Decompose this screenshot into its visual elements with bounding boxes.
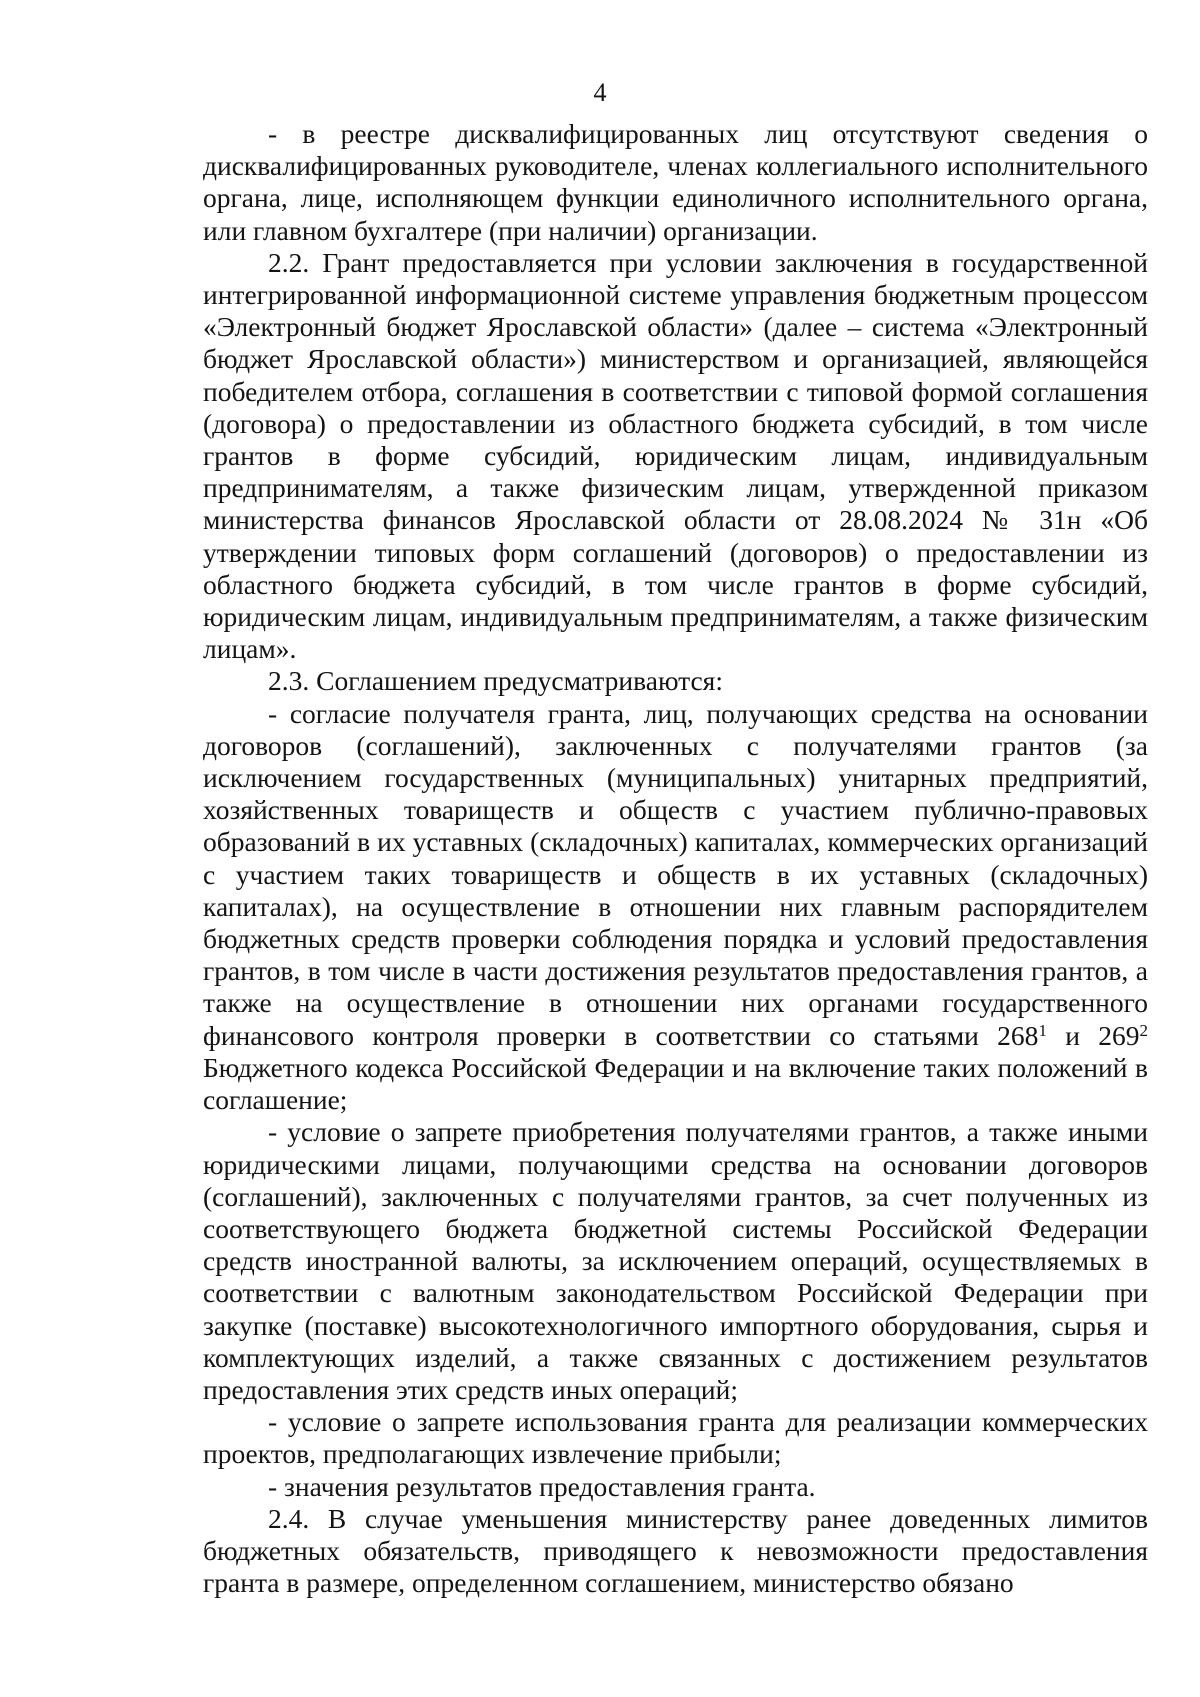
paragraph-2-2-grant-agreement: 2.2. Грант предоставляется при условии заключения в государственной интегрированной информационной системе управления бюджетным процессом «Электронный бюджет Ярославской области» (далее – система «Электронный бюджет Ярославской области») министерством и организацией, являющейся победителем отбора, соглашения в соответствии с типовой формой соглашения (договора) о предоставлении из областного бюджета субсидий, в том числе грантов в форме субсидий, юридическим лицам, индивидуальным предпринимателям, а также физическим лицам, утвержденной приказом министерства финансов Ярославской области от 28.08.2024 № 31н «Об утверждении типовых форм соглашений (договоров) о предоставлении из областного бюджета субсидий, в том числе грантов в форме субсидий, юридическим лицам, индивидуальным предпринимателям, а также физическим лицам». [203, 246, 1148, 665]
paragraph-disqualified-registry: - в реестре дисквалифицированных лиц отсутствуют сведения о дисквалифицированных руководителе, членах коллегиального исполнительного органа, лице, исполняющем функции единоличного исполнительного органа, или главном бухгалтере (при наличии) организации. [203, 118, 1148, 246]
footnote-superscript-1: 1 [1038, 1020, 1047, 1040]
page-number: 4 [593, 78, 607, 107]
document-body [203, 118, 1148, 1599]
paragraph-result-values: - значения результатов предоставления гранта. [268, 1470, 816, 1502]
paragraph-commercial-projects-ban: - условие о запрете использования гранта для реализации коммерческих проектов, предполагающих извлечение прибыли; [203, 1406, 1148, 1470]
paragraph-foreign-currency-ban: - условие о запрете приобретения получателями грантов, а также иными юридическими лицами, получающими средства на основании договоров (соглашений), заключенных с получателями грантов, за счет полученных из соответствующего бюджета бюджетной системы Российской Федерации средств иностранной валюты, за исключением операций, осуществляемых в соответствии с валютным законодательством Российской Федерации при закупке (поставке) высокотехнологичного импортного оборудования, сырья и комплектующих изделий, а также связанных с достижением результатов предоставления этих средств иных операций; [203, 1116, 1148, 1405]
paragraph-2-3-agreement-provisions: 2.3. Соглашением предусматриваются: [268, 665, 723, 697]
consent-text-end: Бюджетного кодекса Российской Федерации и на включение таких положений в соглашение; [203, 1051, 1148, 1116]
consent-text-middle: и 269 [1046, 1019, 1140, 1051]
consent-text-start: - согласие получателя гранта, лиц, получающих средства на основании договоров (соглашений), заключенных с получателями грантов (за исключением государственных (муниципальных) унитарных предприятий, хозяйственных товариществ и обществ с участием публично-правовых образований в их уставных (складочных) капиталах, коммерческих организаций с участием таких товариществ и обществ в их уставных (складочных) капиталах), на осуществление в отношении них главным распорядителем бюджетных средств проверки соблюдения порядка и условий предоставления грантов, в том числе в части достижения результатов предоставления грантов, а также на осуществление в отношении них органами государственного финансового контроля проверки в соответствии со статьями 268 [203, 697, 1148, 1051]
paragraph-consent-to-inspections [203, 698, 1148, 1117]
paragraph-2-4-limits-reduction: 2.4. В случае уменьшения министерству ранее доведенных лимитов бюджетных обязательств, приводящего к невозможности предоставления гранта в размере, определенном соглашением, министерство обязано [203, 1502, 1148, 1599]
footnote-superscript-2: 2 [1139, 1020, 1148, 1040]
